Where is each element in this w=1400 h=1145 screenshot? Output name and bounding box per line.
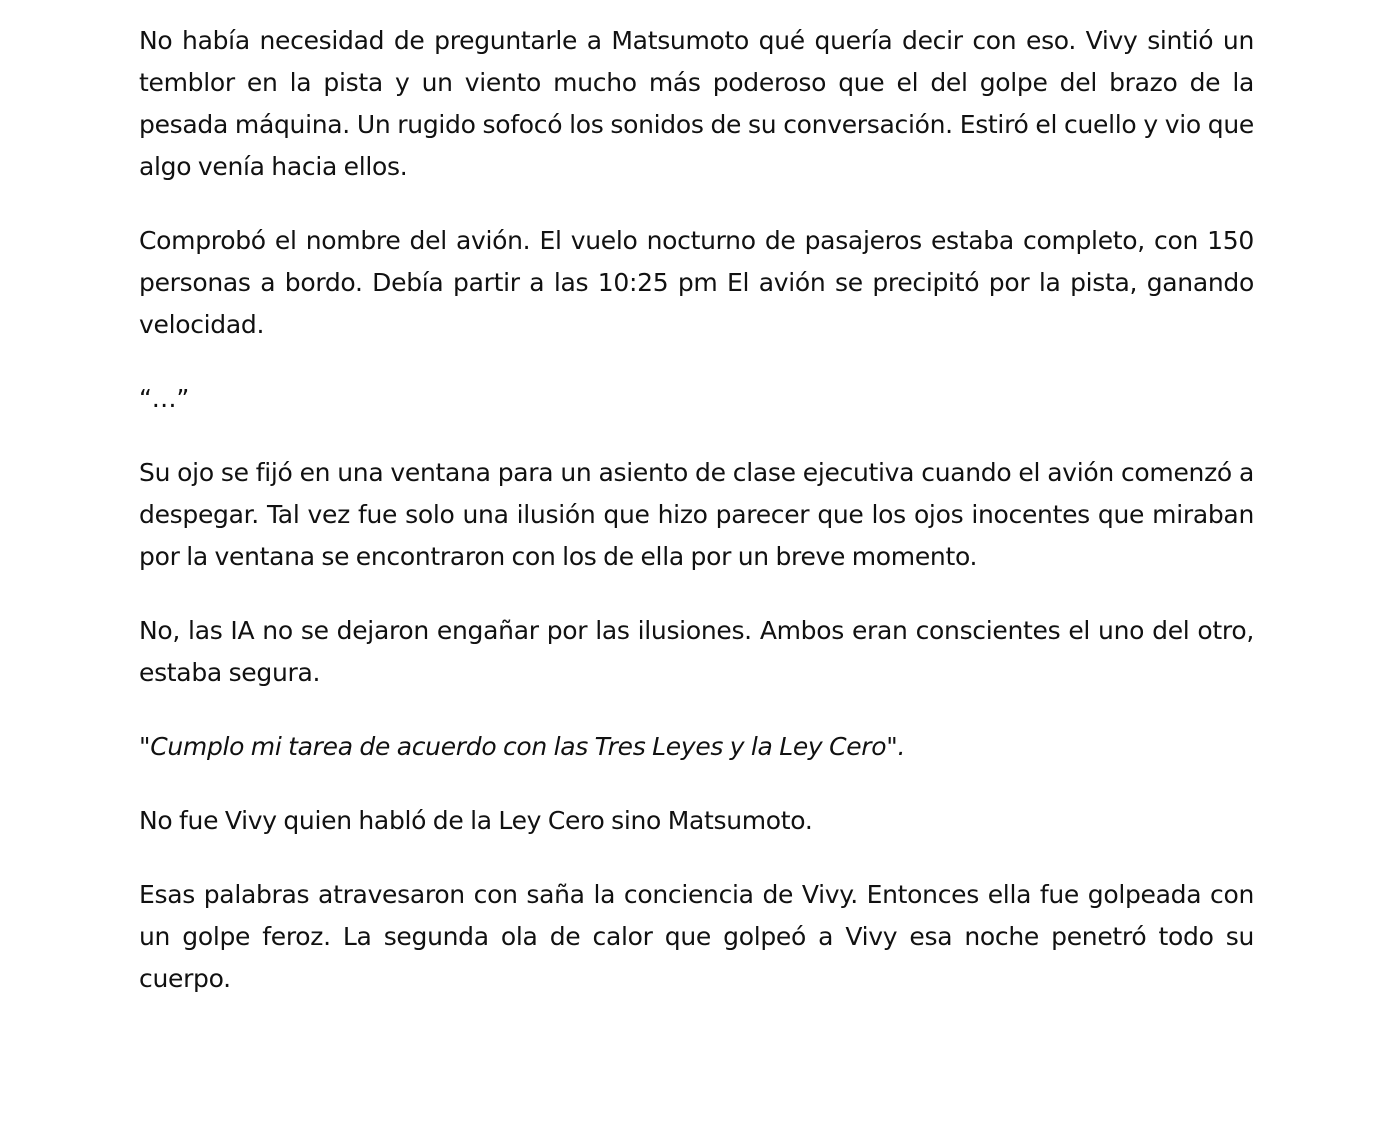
paragraph-6-quote: "Cumplo mi tarea de acuerdo con las Tres Leyes y la Ley Cero". [139,732,906,761]
paragraph-7: No fue Vivy quien habló de la Ley Cero sino Matsumoto. [139,806,813,835]
document-page [139,20,1254,1032]
paragraph-8: Esas palabras atravesaron con saña la conciencia de Vivy. Entonces ella fue golpeada con un golpe feroz. La segunda ola de calor que golpeó a Vivy esa noche penetró todo su cuerpo. [139,880,1254,993]
paragraph-5: No, las IA no se dejaron engañar por las ilusiones. Ambos eran conscientes el uno del otro, estaba segura. [139,616,1254,687]
paragraph-1: No había necesidad de preguntarle a Matsumoto qué quería decir con eso. Vivy sintió un temblor en la pista y un viento mucho más poderoso que el del golpe del brazo de la pesada máquina. Un rugido sofocó los sonidos de su conversación. Estiró el cuello y vio que algo venía hacia ellos. [139,26,1254,181]
paragraph-4: Su ojo se fijó en una ventana para un asiento de clase ejecutiva cuando el avión comenzó a despegar. Tal vez fue solo una ilusión que hizo parecer que los ojos inocentes que miraban por la ventana se encontraron con los de ella por un breve momento. [139,458,1254,571]
paragraph-3: “…” [139,384,190,413]
paragraph-2: Comprobó el nombre del avión. El vuelo nocturno de pasajeros estaba completo, con 150 personas a bordo. Debía partir a las 10:25 pm El avión se precipitó por la pista, ganando velocidad. [139,226,1254,339]
